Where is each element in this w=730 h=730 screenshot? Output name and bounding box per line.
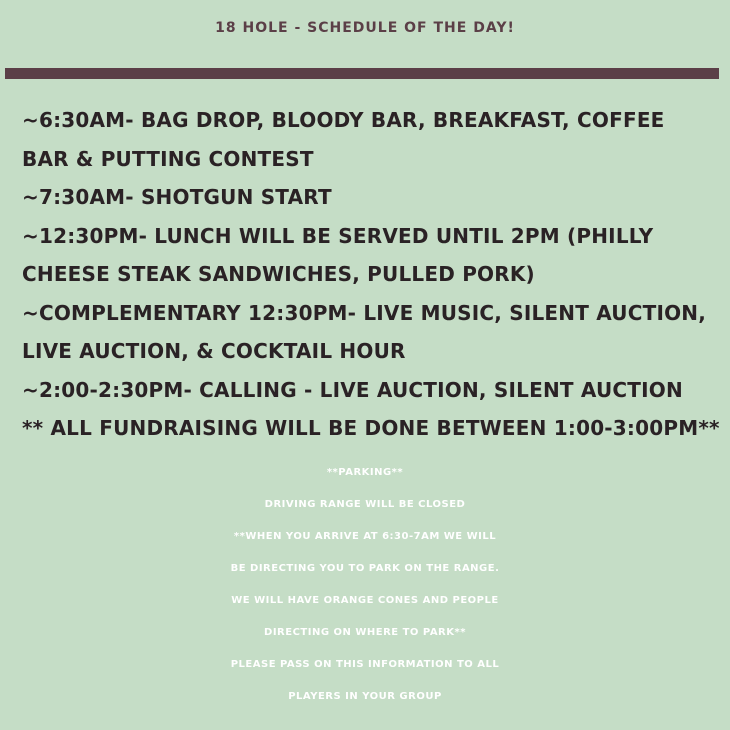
title-divider (5, 68, 719, 79)
schedule-item-text: LIVE AUCTION, & COCKTAIL HOUR (22, 339, 406, 363)
parking-note-line: **WHEN YOU ARRIVE AT 6:30-7AM WE WILL (233, 531, 497, 542)
schedule-item-shotgun-start (22, 178, 722, 217)
schedule-item-text: ~6:30AM- BAG DROP, BLOODY BAR, BREAKFAST, COFFEE (22, 108, 665, 132)
schedule-item-text: ~7:30AM- SHOTGUN START (22, 185, 332, 209)
parking-note-line: DIRECTING ON WHERE TO PARK** (264, 627, 466, 638)
schedule-item-lunch (22, 217, 722, 294)
parking-note-line: DRIVING RANGE WILL BE CLOSED (264, 499, 466, 510)
parking-note-line: WE WILL HAVE ORANGE CONES AND PEOPLE (231, 595, 499, 606)
schedule-item-text: CHEESE STEAK SANDWICHES, PULLED PORK) (22, 262, 535, 286)
schedule-item-text: ~12:30PM- LUNCH WILL BE SERVED UNTIL 2PM (PHILLY (22, 223, 654, 248)
schedule-item-auction-calling (22, 371, 722, 410)
schedule-item-fundraising (22, 409, 722, 448)
parking-note-line: PLAYERS IN YOUR GROUP (288, 691, 442, 702)
schedule-item-text: ~COMPLEMENTARY 12:30PM- LIVE MUSIC, SILENT AUCTION, (22, 300, 707, 325)
parking-note-line: BE DIRECTING YOU TO PARK ON THE RANGE. (230, 563, 500, 574)
schedule-item-live-music (22, 294, 722, 371)
schedule-item-bag-drop (22, 101, 722, 178)
page-title: 18 HOLE - SCHEDULE OF THE DAY! (215, 20, 515, 36)
schedule-item-text: BAR & PUTTING CONTEST (22, 146, 314, 171)
schedule-list (22, 101, 722, 448)
parking-note-line: PLEASE PASS ON THIS INFORMATION TO ALL (230, 659, 500, 670)
parking-note (0, 457, 730, 713)
parking-heading: **PARKING** (326, 467, 404, 478)
schedule-item-text: ** ALL FUNDRAISING WILL BE DONE BETWEEN 1:00-3:00PM** (22, 416, 720, 440)
schedule-item-text: ~2:00-2:30PM- CALLING - LIVE AUCTION, SILENT AUCTION (22, 377, 683, 402)
